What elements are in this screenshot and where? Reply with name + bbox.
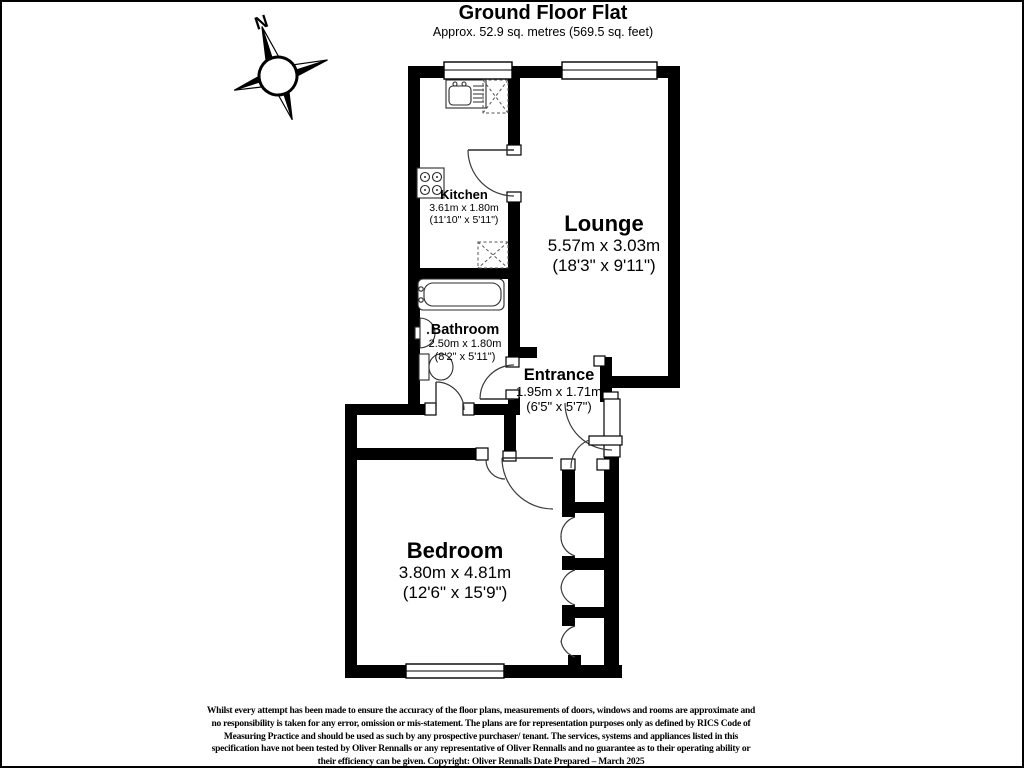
entrance-label [516, 366, 602, 414]
wall-hall-leg [504, 415, 516, 455]
wall-cupboard-left-top [562, 470, 575, 517]
appliance-space-icon [483, 80, 508, 113]
wall-cupboard-divider-3 [575, 607, 605, 618]
disclaimer-line-1: Whilst every attempt has been made to ensure the accuracy of the floor plans, measurements of doors, windows and rooms are approximate and [206, 706, 756, 716]
kitchen-window [444, 62, 512, 79]
kitchen-metric: 3.61m x 1.80m [429, 202, 499, 214]
wall-bathroom-bottom-left [345, 404, 435, 415]
wall-left-upper [408, 66, 420, 415]
bathroom-imperial: (8'2" x 5'11") [434, 351, 496, 363]
entrance-name: Entrance [523, 366, 595, 384]
disclaimer-text [207, 705, 755, 768]
wall-cupboard-divider-2 [575, 558, 605, 570]
bedroom-label [399, 538, 511, 603]
wall-lounge-bottom [611, 376, 680, 388]
cupboard-bifold-doors-1 [561, 517, 575, 556]
compass-north-label: N [252, 10, 271, 34]
sink-drainer-icon [446, 80, 486, 108]
wall-bedroom-left [345, 404, 357, 678]
page-title: Ground Floor Flat [458, 2, 628, 24]
bedroom-door [486, 458, 553, 509]
lounge-window [562, 62, 657, 79]
disclaimer-line-2: no responsibility is taken for any error, omission or mis-statement. The plans are for representation purposes only as defined by RICS Code of [211, 718, 751, 729]
bedroom-metric: 3.80m x 4.81m [398, 563, 512, 582]
disclaimer-line-5: their efficiency can be given. Copyright: Oliver Rennalls Date Prepared – March 2025 [317, 757, 645, 768]
lounge-label [548, 211, 660, 276]
entrance-metric: 1.95m x 1.71m [516, 384, 602, 399]
bedroom-window [406, 664, 504, 678]
kitchen-label [429, 188, 498, 226]
bathroom-metric: 2.50m x 1.80m [428, 338, 502, 350]
bathroom-name: Bathroom [430, 322, 500, 338]
wall-divider-foot [514, 347, 537, 358]
wall-right-lower [604, 457, 619, 678]
bath-icon [418, 279, 504, 310]
lounge-imperial: (18'3" x 9'11") [552, 256, 656, 275]
cupboard-bifold-doors-3 [561, 626, 575, 657]
kitchen-imperial: (11'10" x 5'11") [429, 214, 499, 226]
kitchen-fixtures [417, 80, 508, 268]
entrance-imperial: (6'5" x 5'7") [526, 399, 592, 414]
disclaimer-line-4: specification have not been tested by Oliver Rennalls or any representative of Oliver Rennalls and no guarantee as to their operating ability or [211, 744, 751, 755]
walls [345, 66, 680, 678]
compass-rose [218, 10, 341, 133]
bedroom-name: Bedroom [406, 538, 504, 563]
page-subtitle: Approx. 52.9 sq. metres (569.5 sq. feet) [432, 25, 654, 39]
lounge-name: Lounge [564, 211, 644, 236]
kitchen-name: Kitchen [440, 187, 488, 202]
disclaimer-line-3: Measuring Practice and should be used as such by any prospective purchaser/ tenant. The services, systems and appliances listed in this [223, 731, 739, 742]
lounge-metric: 5.57m x 3.03m [547, 236, 661, 255]
wall-bedroom-top [355, 448, 477, 460]
wall-cupboard-left-low [562, 605, 575, 626]
bathroom-corridor-door [436, 382, 464, 410]
wall-cupboard-divider-1 [575, 502, 605, 513]
cupboard-bifold-doors-2 [561, 570, 575, 605]
wall-cupboard-left-mid [562, 556, 575, 570]
wall-kitchen-bathroom-divider [408, 268, 520, 279]
compass-circle [254, 52, 302, 100]
bathroom-label [429, 322, 502, 364]
wall-right-lounge [668, 66, 680, 388]
bedroom-imperial: (12'6" x 15'9") [402, 583, 508, 602]
appliance-space-2-icon [478, 242, 508, 268]
